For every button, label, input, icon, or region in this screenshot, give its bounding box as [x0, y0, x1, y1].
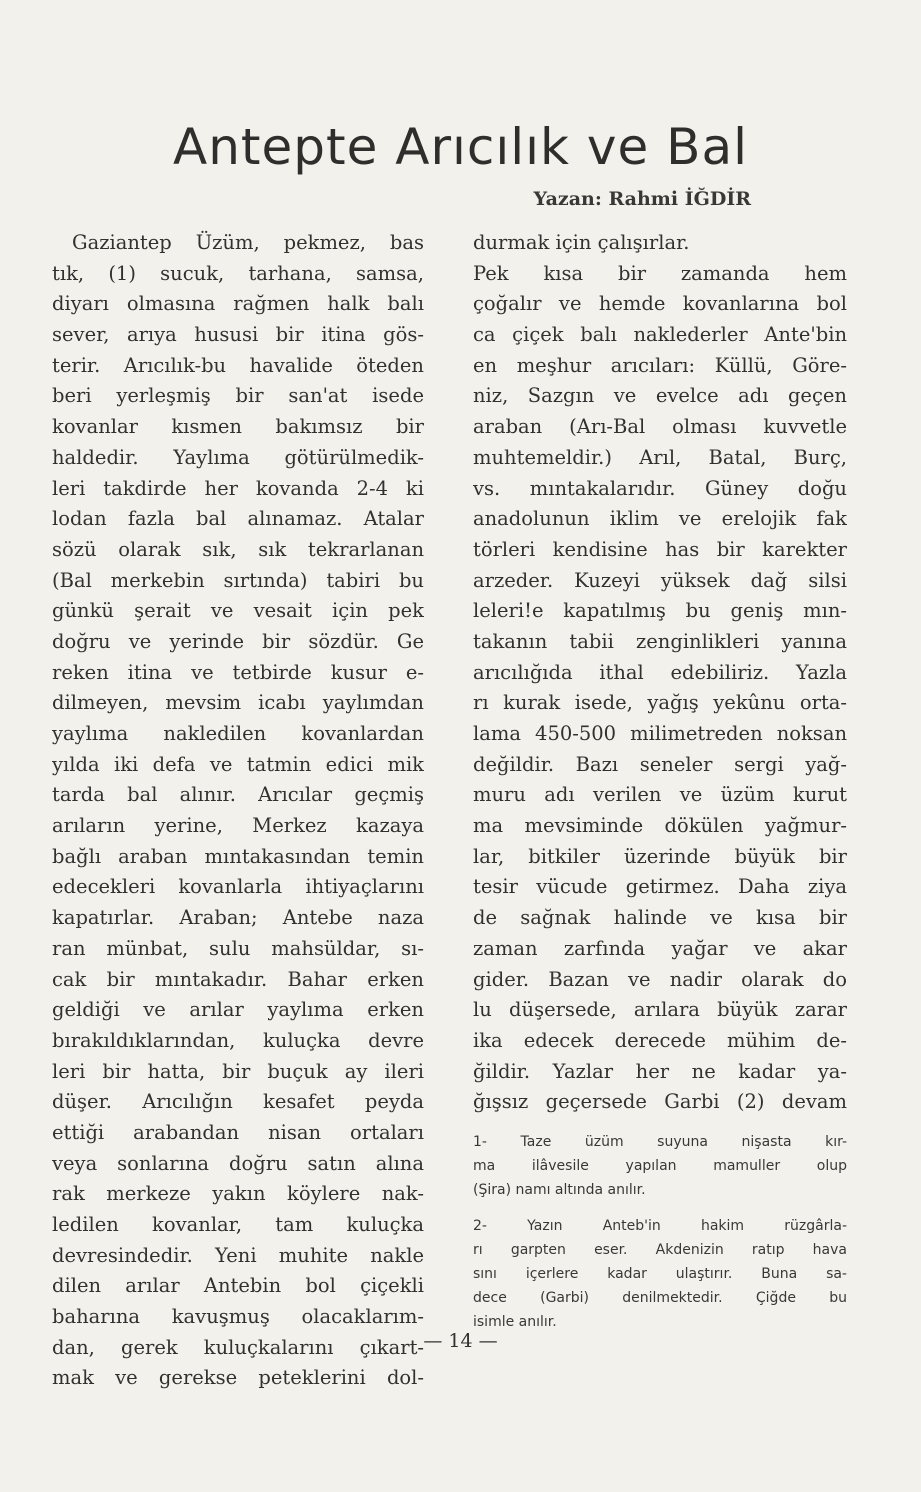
text-line: zaman zarfında yağar ve akar: [473, 936, 847, 960]
text-line: yılda iki defa ve tatmin edici mik: [52, 752, 424, 776]
text-line: sever, arıya hususi bir itina gös-: [52, 323, 424, 347]
text-line: mak ve gerekse peteklerini dol-: [52, 1366, 424, 1390]
text-line: lodan fazla bal alınamaz. Atalar: [52, 507, 424, 531]
text-line: ika edecek derecede mühim de-: [473, 1028, 847, 1052]
footnote-line: 1- Taze üzüm suyuna nişasta kır-: [473, 1134, 847, 1150]
text-line: sözü olarak sık, sık tekrarlanan: [52, 537, 424, 561]
article-title: Antepte Arıcılık ve Bal: [172, 118, 748, 176]
text-line: edecekleri kovanlarla ihtiyaçlarını: [52, 875, 424, 899]
text-line: tesir vücude getirmez. Daha ziya: [473, 875, 847, 899]
left-column: [52, 228, 424, 1394]
text-line: de sağnak halinde ve kısa bir: [473, 906, 847, 930]
text-line: bağlı araban mıntakasından temin: [52, 844, 424, 868]
text-line: haldedir. Yaylıma götürülmedik-: [52, 445, 424, 469]
text-line: Pek kısa bir zamanda hem: [473, 261, 847, 285]
text-line: rı kurak isede, yağış yekûnu orta-: [473, 691, 847, 715]
text-line: dilen arılar Antebin bol çiçekli: [52, 1274, 424, 1298]
footnote-line: rı garpten eser. Akdenizin ratıp hava: [473, 1242, 847, 1258]
text-line: diyarı olmasına rağmen halk balı: [52, 292, 424, 316]
text-line: doğru ve yerinde bir sözdür. Ge: [52, 629, 424, 653]
text-line: (Bal merkebin sırtında) tabiri bu: [52, 568, 424, 592]
text-line: cak bir mıntakadır. Bahar erken: [52, 967, 424, 991]
text-line: değildir. Bazı seneler sergi yağ-: [473, 752, 847, 776]
text-line: yaylıma nakledilen kovanlardan: [52, 722, 424, 745]
text-line: ğildir. Yazlar her ne kadar ya-: [473, 1059, 847, 1083]
footnote-2: [473, 1214, 847, 1334]
text-line: takanın tabii zenginlikleri yanına: [473, 629, 847, 653]
text-line: arzeder. Kuzeyi yüksek dağ silsi: [473, 568, 847, 592]
text-line: leri bir hatta, bir buçuk ay ileri: [52, 1059, 424, 1083]
text-line: kovanlar kısmen bakımsız bir: [52, 415, 424, 439]
footnote-line: (Şira) namı altında anılır.: [473, 1182, 646, 1198]
text-line: Gaziantep Üzüm, pekmez, bas: [72, 231, 424, 254]
text-line: ca çiçek balı naklederler Ante'bin: [473, 323, 847, 347]
text-line: leleri!e kapatılmış bu geniş mın-: [473, 599, 847, 623]
text-line: bırakıldıklarından, kuluçka devre: [52, 1028, 424, 1052]
text-line: ğışsız geçersede Garbi (2) devam: [473, 1090, 847, 1114]
text-line: en meşhur arıcıları: Küllü, Göre-: [473, 353, 847, 377]
text-line: düşer. Arıcılığın kesafet peyda: [52, 1090, 424, 1114]
text-line: çoğalır ve hemde kovanlarına bol: [473, 292, 847, 316]
right-column: [473, 228, 847, 1118]
page-number: — 14 —: [423, 1330, 498, 1352]
text-line: günkü şerait ve vesait için pek: [52, 599, 424, 623]
text-line: ledilen kovanlar, tam kuluçka: [52, 1213, 424, 1236]
text-line: beri yerleşmiş bir san'at isede: [52, 384, 424, 408]
text-line: anadolunun iklim ve erelojik fak: [473, 507, 847, 531]
text-line: ma mevsiminde dökülen yağmur-: [473, 814, 847, 838]
text-line: terir. Arıcılık-bu havalide öteden: [52, 353, 424, 377]
text-line: vs. mıntakalarıdır. Güney doğu: [473, 476, 847, 500]
text-line: gider. Bazan ve nadir olarak do: [473, 967, 847, 991]
text-line: muru adı verilen ve üzüm kurut: [473, 783, 847, 807]
text-line: arıların yerine, Merkez kazaya: [52, 814, 424, 838]
text-line: geldiği ve arılar yaylıma erken: [52, 998, 424, 1022]
text-line: törleri kendisine has bir karekter: [473, 537, 847, 561]
footnote-line: ma ilâvesile yapılan mamuller olup: [473, 1158, 847, 1174]
text-line: devresindedir. Yeni muhite nakle: [52, 1243, 424, 1267]
text-line: lu düşersede, arılara büyük zarar: [473, 998, 847, 1022]
footnote-line: 2- Yazın Anteb'in hakim rüzgârla-: [473, 1218, 847, 1234]
text-line: arıcılığıda ithal edebiliriz. Yazla: [473, 660, 847, 684]
footnote-line: sını içerlere kadar ulaştırır. Buna sa-: [473, 1266, 847, 1282]
text-line: leri takdirde her kovanda 2-4 ki: [52, 476, 424, 500]
author-byline: Yazan: Rahmi İĞDİR: [533, 188, 751, 210]
text-line: reken itina ve tetbirde kusur e-: [52, 660, 424, 684]
text-line: muhtemeldir.) Arıl, Batal, Burç,: [473, 445, 847, 469]
text-line: niz, Sazgın ve evelce adı geçen: [473, 384, 847, 408]
footnote-line: dece (Garbi) denilmektedir. Çiğde bu: [473, 1290, 847, 1306]
footnotes: [473, 1130, 847, 1346]
text-line: durmak için çalışırlar.: [473, 231, 690, 254]
text-line: dan, gerek kuluçkalarını çıkart-: [52, 1335, 424, 1359]
text-line: veya sonlarına doğru satın alına: [52, 1151, 424, 1175]
text-line: rak merkeze yakın köylere nak-: [52, 1182, 424, 1206]
footnote-1: [473, 1130, 847, 1202]
text-line: ettiği arabandan nisan ortaları: [52, 1120, 424, 1144]
text-line: lar, bitkiler üzerinde büyük bir: [473, 844, 847, 868]
text-line: dilmeyen, mevsim icabı yaylımdan: [52, 691, 424, 715]
text-line: baharına kavuşmuş olacaklarım-: [52, 1305, 424, 1329]
text-line: tık, (1) sucuk, tarhana, samsa,: [52, 261, 424, 285]
footnote-line: isimle anılır.: [473, 1314, 557, 1330]
text-line: ran münbat, sulu mahsüldar, sı-: [52, 936, 424, 960]
text-line: kapatırlar. Araban; Antebe naza: [52, 906, 424, 930]
text-line: araban (Arı-Bal olması kuvvetle: [473, 415, 847, 439]
text-line: tarda bal alınır. Arıcılar geçmiş: [52, 783, 424, 807]
text-line: lama 450-500 milimetreden noksan: [473, 722, 847, 745]
